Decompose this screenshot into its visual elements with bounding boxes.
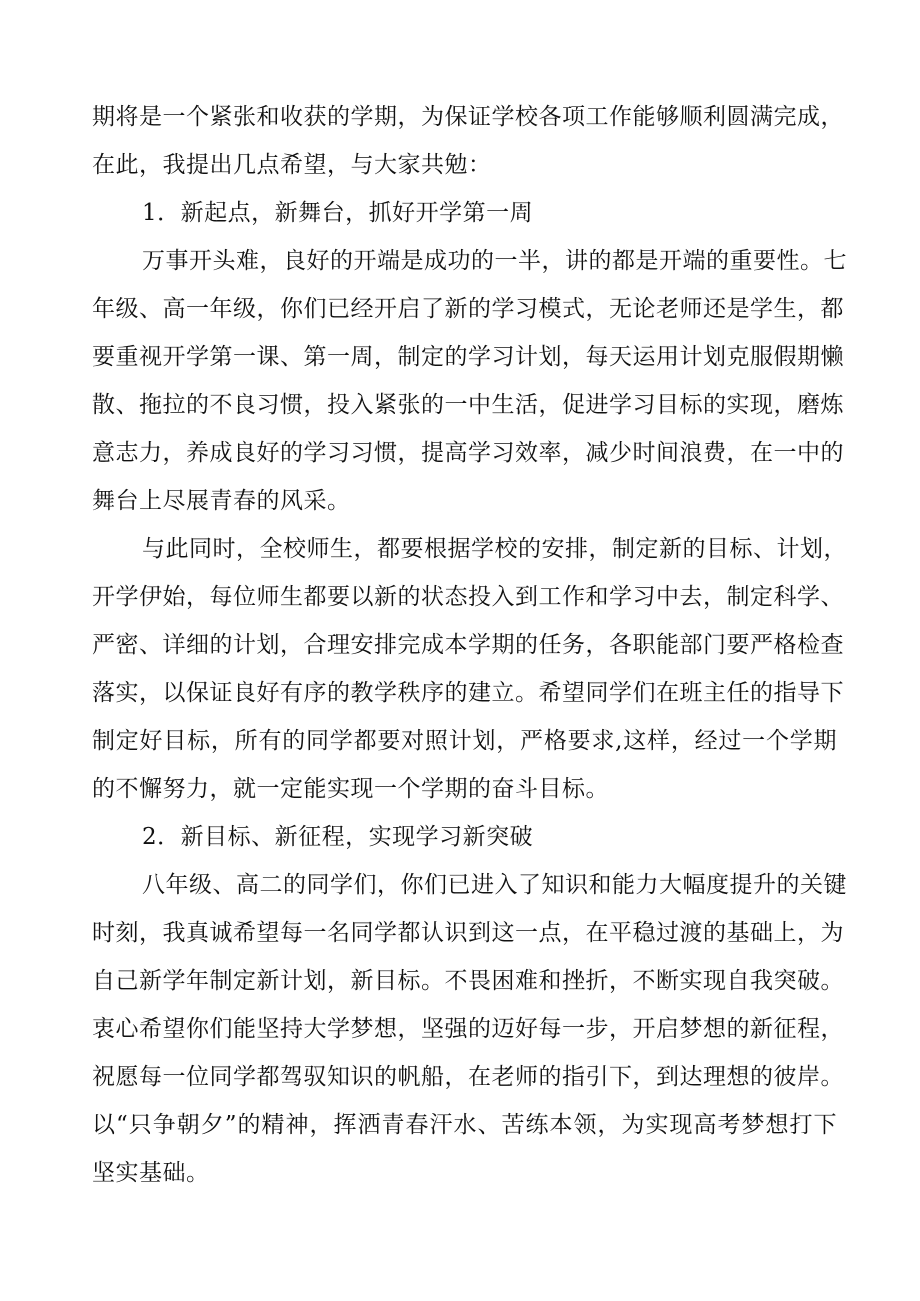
paragraph xyxy=(92,861,847,1197)
text-line: 衷心希望你们能坚持大学梦想，坚强的迈好每一步，开启梦想的新征程， xyxy=(92,1016,844,1042)
paragraph xyxy=(92,93,844,189)
paragraph xyxy=(92,237,847,525)
text-line: 的不懈努力，就一定能实现一个学期的奋斗目标。 xyxy=(92,776,609,802)
text-line: 落实，以保证良好有序的教学秩序的建立。希望同学们在班主任的指导下 xyxy=(92,680,844,706)
text-line: 八年级、高二的同学们，你们已进入了知识和能力大幅度提升的关键 xyxy=(142,872,847,898)
text-line: 意志力，养成良好的学习习惯，提高学习效率，减少时间浪费，在一中的 xyxy=(92,440,844,466)
document-page xyxy=(92,93,847,1197)
text-line: 要重视开学第一课、第一周，制定的学习计划，每天运用计划克服假期懒 xyxy=(92,344,844,370)
text-line: 开学伊始，每位师生都要以新的状态投入到工作和学习中去，制定科学、 xyxy=(92,584,844,610)
text-line: 自己新学年制定新计划，新目标。不畏困难和挫折，不断实现自我突破。 xyxy=(92,968,844,994)
text-line: 舞台上尽展青春的风采。 xyxy=(92,488,351,514)
heading-line: 1．新起点，新舞台，抓好开学第一周 xyxy=(142,200,534,226)
heading-line: 2．新目标、新征程，实现学习新突破 xyxy=(142,824,534,850)
text-line: 期将是一个紧张和收获的学期，为保证学校各项工作能够顺利圆满完成， xyxy=(92,104,844,130)
text-line: 在此，我提出几点希望，与大家共勉： xyxy=(92,152,492,178)
text-line: 坚实基础。 xyxy=(92,1160,210,1186)
text-line: 祝愿每一位同学都驾驭知识的帆船，在老师的指引下，到达理想的彼岸。 xyxy=(92,1064,844,1090)
section-heading xyxy=(92,813,837,861)
text-line: 严密、详细的计划，合理安排完成本学期的任务，各职能部门要严格检查 xyxy=(92,632,844,658)
text-line: 与此同时，全校师生，都要根据学校的安排，制定新的目标、计划， xyxy=(142,536,847,562)
section-heading xyxy=(92,189,837,237)
paragraph xyxy=(92,525,847,813)
text-line: 时刻，我真诚希望每一名同学都认识到这一点，在平稳过渡的基础上，为 xyxy=(92,920,844,946)
text-line: 散、拖拉的不良习惯，投入紧张的一中生活，促进学习目标的实现，磨炼 xyxy=(92,392,844,418)
text-line: 年级、高一年级，你们已经开启了新的学习模式，无论老师还是学生，都 xyxy=(92,296,844,322)
text-line: 以“只争朝夕”的精神，挥洒青春汗水、苦练本领，为实现高考梦想打下 xyxy=(92,1112,837,1138)
text-line: 制定好目标，所有的同学都要对照计划，严格要求,这样，经过一个学期 xyxy=(92,728,837,754)
text-line: 万事开头难，良好的开端是成功的一半，讲的都是开端的重要性。七 xyxy=(142,248,847,274)
